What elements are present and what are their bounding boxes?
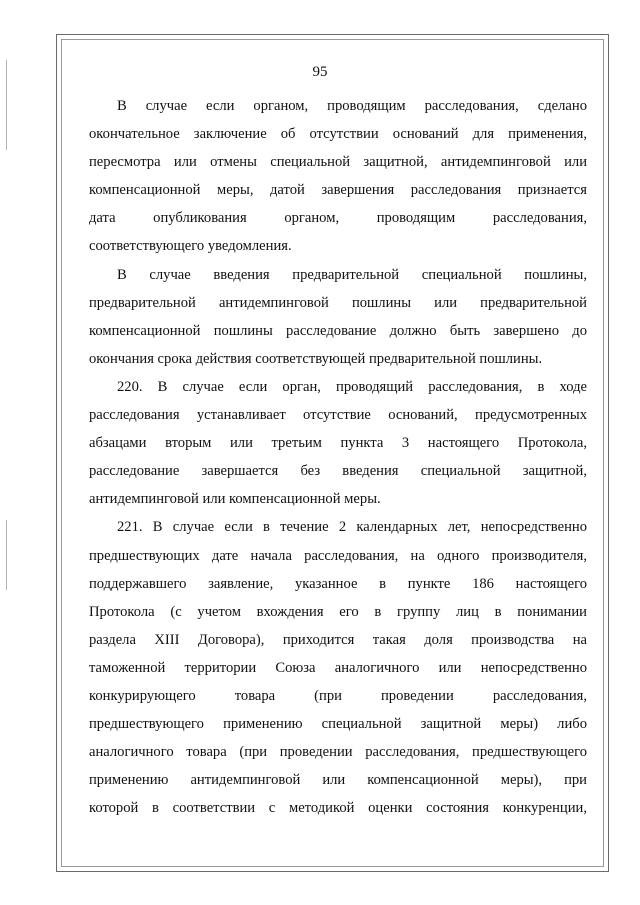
text-line: таможенной территории Союза аналогичного или непосредственно <box>89 659 587 676</box>
text-line: компенсационной меры, датой завершения расследования признается <box>89 182 587 199</box>
paragraph <box>89 513 587 822</box>
text-line: расследования устанавливает отсутствие оснований, предусмотренных <box>89 407 587 424</box>
text-line: антидемпинговой или компенсационной меры. <box>89 491 381 508</box>
text-line: которой в соответствии с методикой оценки состояния конкуренции, <box>89 800 587 817</box>
text-line: 221. В случае если в течение 2 календарных лет, непосредственно <box>117 519 587 536</box>
text-line: пересмотра или отмены специальной защитной, антидемпинговой или <box>89 154 587 171</box>
page-number: 95 <box>312 64 328 80</box>
text-line: предшествующего применению специальной защитной меры) либо <box>89 716 587 733</box>
text-line: конкурирующего товара (при проведении расследования, <box>89 687 587 704</box>
text-line: окончания срока действия соответствующей предварительной пошлины. <box>89 350 543 367</box>
text-line: В случае введения предварительной специальной пошлины, <box>117 266 587 283</box>
document-body <box>89 92 587 822</box>
text-line: расследование завершается без введения специальной защитной, <box>89 463 587 480</box>
text-line: компенсационной пошлины расследование должно быть завершено до <box>89 322 587 339</box>
text-line: Протокола (с учетом вхождения его в группу лиц в понимании <box>89 603 587 620</box>
text-line: окончательное заключение об отсутствии оснований для применения, <box>89 126 587 143</box>
text-line: соответствующего уведомления. <box>89 238 292 255</box>
text-line: абзацами вторым или третьим пункта 3 настоящего Протокола, <box>89 435 587 452</box>
text-line: 220. В случае если орган, проводящий расследования, в ходе <box>117 378 587 395</box>
paragraph <box>89 261 587 373</box>
text-line: поддержавшего заявление, указанное в пункте 186 настоящего <box>89 575 587 592</box>
paragraph <box>89 92 587 261</box>
left-margin-mark <box>6 520 7 590</box>
text-line: В случае если органом, проводящим расследования, сделано <box>117 98 587 114</box>
text-line: аналогичного товара (при проведении расследования, предшествующего <box>89 744 587 761</box>
text-line: дата опубликования органом, проводящим расследования, <box>89 210 587 227</box>
text-line: применению антидемпинговой или компенсационной меры), при <box>89 772 587 789</box>
text-line: предшествующих дате начала расследования, на одного производителя, <box>89 547 587 564</box>
text-line: раздела XIII Договора), приходится такая доля производства на <box>89 631 587 648</box>
paragraph <box>89 373 587 513</box>
text-line: предварительной антидемпинговой пошлины или предварительной <box>89 294 587 311</box>
